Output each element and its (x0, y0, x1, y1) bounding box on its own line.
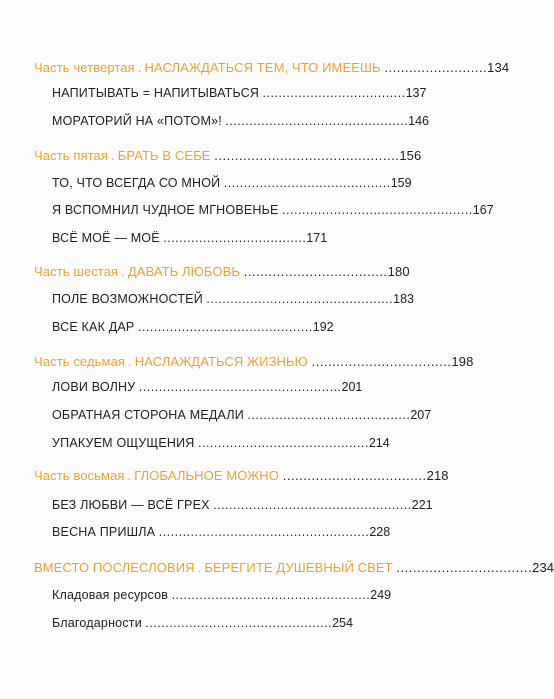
page-number: 201 (341, 380, 363, 394)
dot-leader: .................................. (311, 354, 452, 369)
part-title: ДАВАТЬ ЛЮБОВЬ (127, 264, 241, 279)
entry-label: ВЕСНА ПРИШЛА (52, 525, 156, 539)
dot-leader: ................................... (282, 468, 427, 483)
entry-label: НАПИТЫВАТЬ = НАПИТЫВАТЬСЯ (52, 86, 260, 100)
dot-leader: .................................... (163, 231, 307, 245)
dot-leader: ............................................... (145, 616, 333, 630)
toc-entry[interactable] (52, 114, 429, 128)
part-label: Часть восьмая (34, 468, 125, 483)
page-number: 171 (306, 231, 328, 245)
entry-label: БЕЗ ЛЮБВИ — ВСЁ ГРЕХ (52, 498, 210, 512)
part-label: ВМЕСТО ПОСЛЕСЛОВИЯ (34, 560, 195, 575)
part-title: НАСЛАЖДАТЬСЯ ТЕМ, ЧТО ИМЕЕШЬ (144, 60, 381, 75)
toc-entry[interactable] (52, 231, 327, 245)
entry-label: МОРАТОРИЙ НА «ПОТОМ»! (52, 114, 222, 128)
part-label: Часть четвертая (34, 60, 135, 75)
entry-label: ПОЛЕ ВОЗМОЖНОСТЕЙ (52, 292, 203, 306)
page-number: 221 (411, 498, 433, 512)
toc-entry[interactable] (52, 498, 433, 512)
part-label: Часть седьмая (34, 354, 126, 369)
toc-part-heading[interactable]: Часть шестая . ДАВАТЬ ЛЮБОВЬ ...................................180 (34, 264, 410, 279)
page-number: 198 (451, 354, 474, 369)
toc-entry[interactable] (52, 525, 390, 539)
part-label: Часть пятая (34, 148, 108, 163)
page-number: 192 (312, 320, 334, 334)
dot-leader: ................................................... (138, 380, 342, 394)
toc-entry[interactable] (52, 203, 494, 217)
page-number: 218 (426, 468, 449, 483)
dot-leader: ........................................... (198, 436, 369, 450)
entry-label: Кладовая ресурсов (52, 588, 169, 602)
dot-leader: ................................................ (282, 203, 473, 217)
toc-part-heading[interactable]: Часть восьмая . ГЛОБАЛЬНОЕ МОЖНО ...................................218 (34, 468, 449, 483)
toc-entry[interactable] (52, 176, 412, 190)
toc-entry[interactable] (52, 436, 390, 450)
page-number: 249 (370, 588, 392, 602)
dot-leader: ............................................. (214, 148, 400, 163)
dot-leader: ..................................................... (158, 525, 370, 539)
entry-label: ОБРАТНАЯ СТОРОНА МЕДАЛИ (52, 408, 244, 422)
page-number: 156 (399, 148, 422, 163)
dot-leader: .......................................... (223, 176, 391, 190)
part-title: НАСЛАЖДАТЬСЯ ЖИЗНЬЮ (134, 354, 308, 369)
toc-entry[interactable] (52, 408, 431, 422)
dot-leader: .................................... (262, 86, 406, 100)
entry-label: УПАКУЕМ ОЩУЩЕНИЯ (52, 436, 195, 450)
entry-label: ВСЁ МОЁ — МОЁ (52, 231, 160, 245)
toc-entry[interactable] (52, 588, 391, 602)
dot-leader: ............................................ (137, 320, 313, 334)
page-number: 254 (332, 616, 353, 630)
page-number: 183 (393, 292, 414, 306)
page-number: 180 (387, 264, 410, 279)
toc-part-heading[interactable]: Часть пятая . БРАТЬ В СЕБЕ .............................................156 (34, 148, 422, 163)
page-number: 137 (405, 86, 427, 100)
dot-leader: ............................................... (206, 292, 394, 306)
toc-entry[interactable] (52, 380, 362, 394)
page-number: 159 (390, 176, 412, 190)
dot-leader: ......................................... (247, 408, 411, 422)
toc-entry[interactable] (52, 86, 426, 100)
page-number: 214 (368, 436, 390, 450)
dot-leader: .............................................. (225, 114, 409, 128)
toc-part-heading[interactable]: Часть седьмая . НАСЛАЖДАТЬСЯ ЖИЗНЬЮ ..................................198 (34, 354, 474, 369)
toc-part-heading[interactable]: Часть четвертая . НАСЛАЖДАТЬСЯ ТЕМ, ЧТО ИМЕЕШЬ .........................134 (34, 60, 510, 75)
dot-leader: .................................................. (213, 498, 412, 512)
part-title: БРАТЬ В СЕБЕ (117, 148, 211, 163)
entry-label: ЛОВИ ВОЛНУ (52, 380, 136, 394)
dot-leader: ......................... (384, 60, 488, 75)
page-number: 134 (487, 60, 510, 75)
entry-label: ВСЕ КАК ДАР (52, 320, 135, 334)
dot-leader: ................................. (396, 560, 533, 575)
part-label: Часть шестая (34, 264, 119, 279)
page-number: 146 (408, 114, 430, 128)
toc-entry[interactable] (52, 320, 334, 334)
toc-part-heading[interactable]: ВМЕСТО ПОСЛЕСЛОВИЯ . БЕРЕГИТЕ ДУШЕВНЫЙ СВЕТ .................................234 (34, 560, 554, 575)
part-title: БЕРЕГИТЕ ДУШЕВНЫЙ СВЕТ (204, 560, 393, 575)
toc-entry[interactable] (52, 616, 353, 630)
entry-label: Благодарности (52, 616, 142, 630)
page-number: 228 (369, 525, 391, 539)
page-number: 167 (472, 203, 494, 217)
page-number: 207 (410, 408, 432, 422)
toc-entry[interactable] (52, 292, 414, 306)
part-title: ГЛОБАЛЬНОЕ МОЖНО (134, 468, 279, 483)
page-number: 234 (532, 560, 554, 575)
entry-label: Я ВСПОМНИЛ ЧУДНОЕ МГНОВЕНЬЕ (52, 203, 279, 217)
entry-label: ТО, ЧТО ВСЕГДА СО МНОЙ (52, 176, 221, 190)
dot-leader: .................................................. (171, 588, 371, 602)
dot-leader: ................................... (243, 264, 388, 279)
